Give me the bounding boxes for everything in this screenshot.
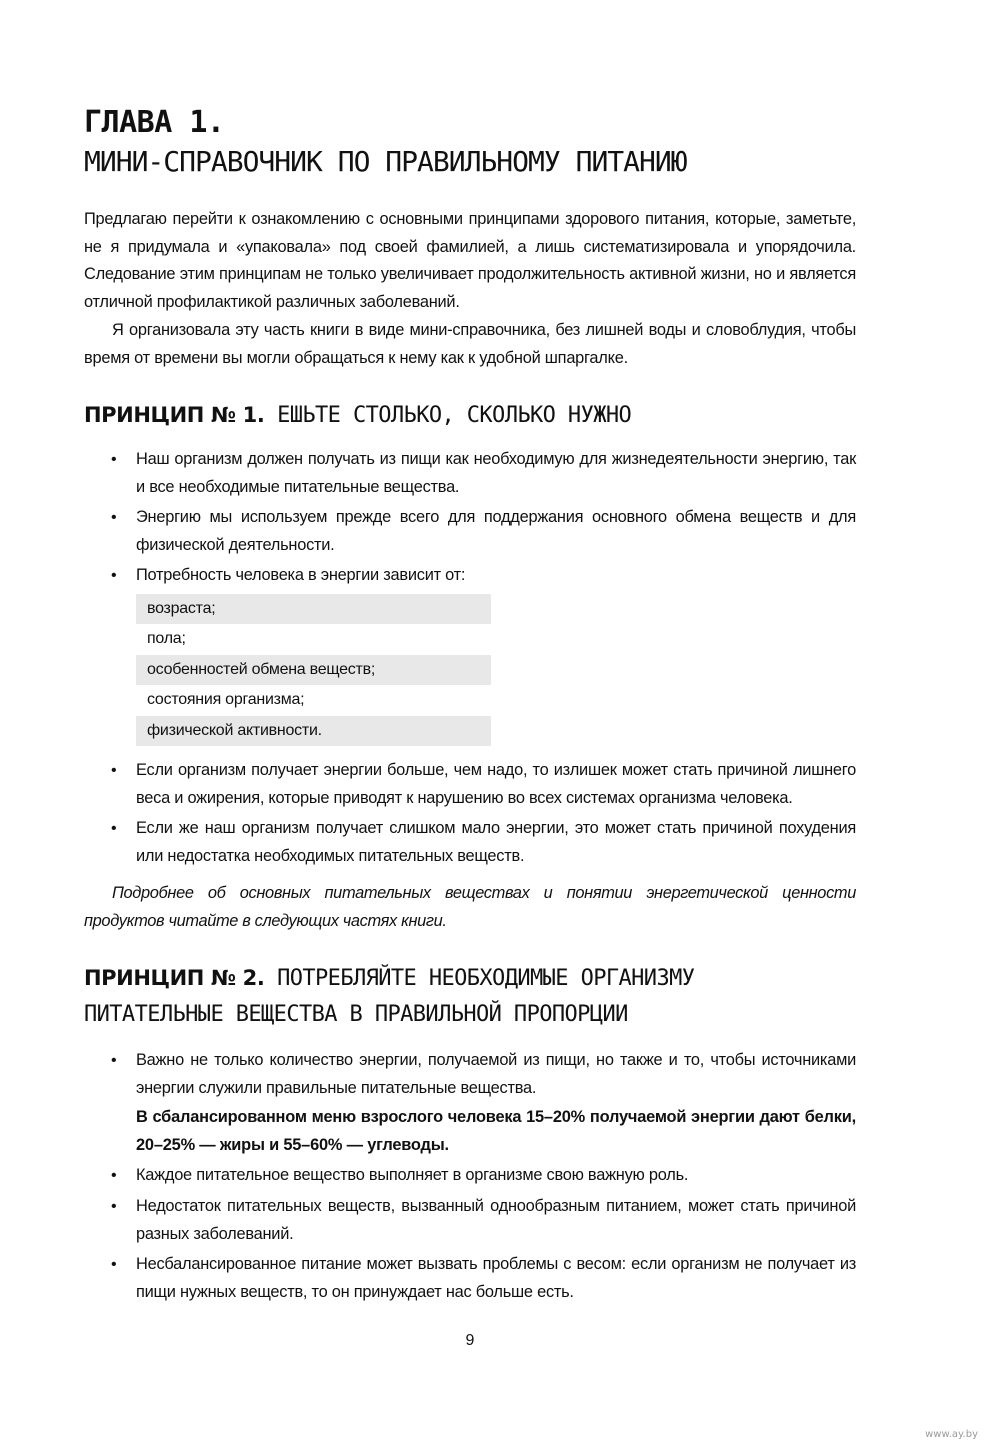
principle-2-bullets — [108, 1047, 856, 1309]
list-item — [108, 1162, 856, 1190]
list-item — [108, 446, 856, 501]
factor-item: состояния организма; — [147, 691, 305, 709]
list-item — [108, 1047, 856, 1159]
bullet-text: Каждое питательное вещество выполняет в организме свою важную роль. — [136, 1166, 689, 1185]
bullet-dot-icon: • — [111, 1197, 117, 1215]
bullet-dot-icon: • — [111, 567, 117, 585]
bullet-dot-icon: • — [111, 1052, 117, 1069]
bullet-dot-icon: • — [111, 451, 117, 468]
principle-2-heading — [84, 960, 904, 1033]
chapter-heading — [84, 104, 904, 182]
chapter-number: ГЛАВА 1. — [84, 105, 225, 140]
bullet-text: Наш организм должен получать из пищи как необходимую для жизнедеятельности энергию, так и все необходимые питательные вещества. — [136, 450, 856, 496]
macronutrient-ratio-note: В сбалансированном меню взрослого человека 15–20% получаемой энергии дают белки, 20–25% — жиры и 55–60% — углеводы. — [136, 1108, 856, 1154]
list-item — [108, 815, 856, 870]
list-item — [108, 562, 856, 590]
bullet-text: Потребность человека в энергии зависит от: — [136, 566, 466, 585]
bullet-text: Недостаток питательных веществ, вызванный однообразным питанием, может стать причиной разных заболеваний. — [136, 1196, 856, 1243]
bullet-dot-icon: • — [111, 820, 117, 838]
principle-2-title-line-1: ПОТРЕБЛЯЙТЕ НЕОБХОДИМЫЕ ОРГАНИЗМУ — [277, 966, 695, 991]
principle-1-note: Подробнее об основных питательных веществах и понятии энергетической ценности продуктов читайте в следующих частях книги. — [84, 884, 856, 930]
bullet-text: Если организм получает энергии больше, чем надо, то излишек может стать причиной лишнего веса и ожирения, которые приводят к нарушению во всех системах организма человека. — [136, 761, 856, 807]
list-item — [108, 1193, 856, 1248]
principle-1-title: ЕШЬТЕ СТОЛЬКО, СКОЛЬКО НУЖНО — [277, 403, 632, 428]
factor-item: физической активности. — [136, 716, 491, 746]
list-item — [108, 504, 856, 559]
bullet-text: Если же наш организм получает слишком мало энергии, это может стать причиной похудения или недостатка необходимых питательных веществ. — [136, 819, 856, 865]
bullet-dot-icon: • — [111, 1167, 117, 1185]
page-number: 9 — [465, 1332, 475, 1349]
principle-1-bullets-bottom — [108, 757, 856, 873]
factor-item: возраста; — [136, 594, 491, 624]
bullet-text: Энергию мы используем прежде всего для поддержания основного обмена веществ и для физической деятельности. — [136, 508, 856, 554]
principle-1-heading — [84, 397, 904, 434]
intro-paragraph-2: Я организовала эту часть книги в виде мини-справочника, без лишней воды и словоблудия, чтобы время от времени вы могли обращаться к нему как к удобной шпаргалке. — [84, 321, 856, 367]
intro-paragraph-1: Предлагаю перейти к ознакомлению с основными принципами здорового питания, которые, заметьте, не я придумала и «упаковала» под своей фамилией, а лишь систематизировала и упорядочила. Следование этим принципам не только увеличивает продолжительность активной жизни, но и является отличной профилактикой различных заболеваний. — [84, 210, 856, 311]
factor-item: пола; — [147, 630, 186, 648]
bullet-text: Несбалансированное питание может вызвать проблемы с весом: если организм не получает из пищи нужных веществ, то он принуждает нас больше есть. — [136, 1255, 856, 1301]
factor-item: особенностей обмена веществ; — [136, 655, 491, 685]
bullet-text: Важно не только количество энергии, получаемой из пищи, но также и то, чтобы источниками энергии служили правильные питательные вещества. — [136, 1051, 856, 1097]
list-item — [108, 1251, 856, 1306]
chapter-subtitle: МИНИ-СПРАВОЧНИК ПО ПРАВИЛЬНОМУ ПИТАНИЮ — [84, 145, 687, 178]
principle-2-title-line-2: ПИТАТЕЛЬНЫЕ ВЕЩЕСТВА В ПРАВИЛЬНОЙ ПРОПОРЦИИ — [84, 1002, 628, 1027]
principle-2-heading-line-1 — [84, 960, 904, 997]
bullet-dot-icon: • — [111, 1256, 117, 1274]
watermark: www.ay.by — [925, 1429, 978, 1440]
list-item — [108, 757, 856, 812]
bullet-dot-icon: • — [111, 509, 117, 527]
principle-1-prefix: ПРИНЦИП № 1. — [84, 403, 265, 427]
principle-1-bullets-top — [108, 446, 856, 593]
energy-factors-list — [136, 594, 491, 746]
bullet-dot-icon: • — [111, 762, 117, 779]
principle-2-prefix: ПРИНЦИП № 2. — [84, 966, 265, 990]
